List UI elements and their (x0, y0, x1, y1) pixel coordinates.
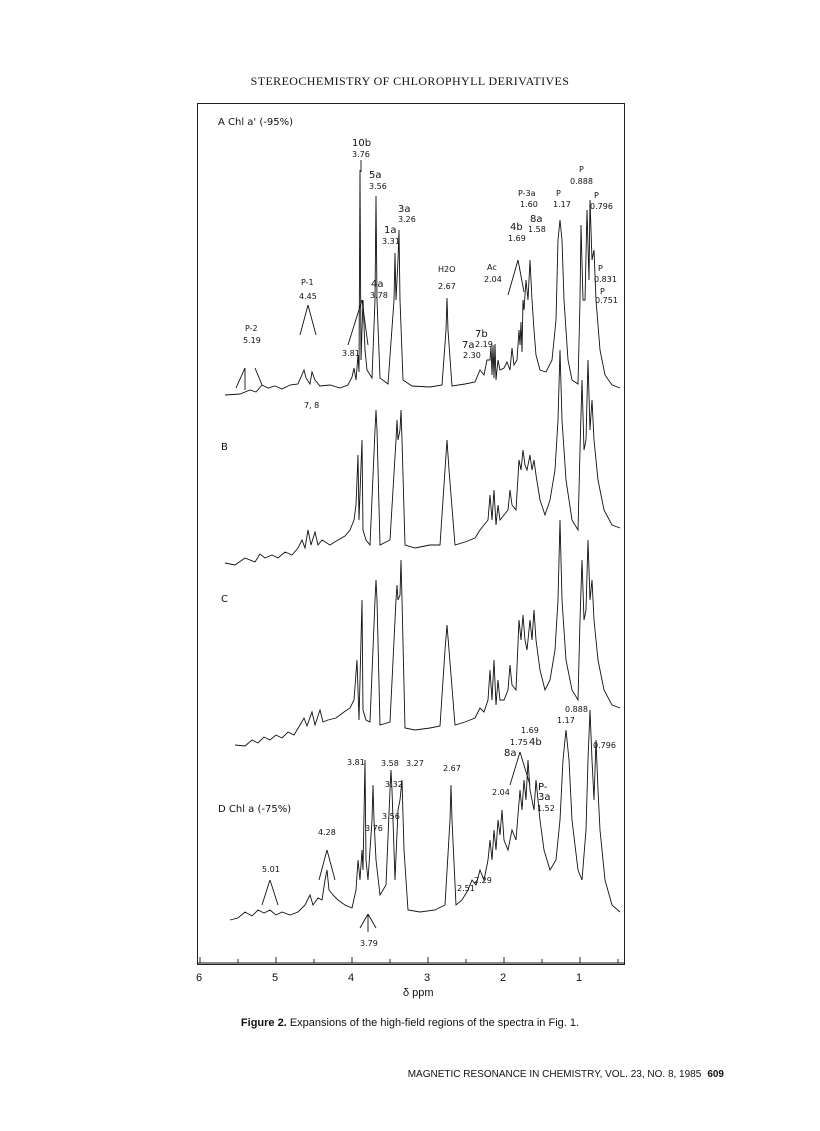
peak-d-501: 5.01 (262, 865, 280, 874)
peak-d-117: 1.17 (557, 716, 575, 725)
peak-3a-shift: 3.26 (398, 215, 416, 224)
peak-p-0831: P (598, 264, 603, 273)
panel-title-c: C (221, 594, 228, 605)
tick-label-3: 3 (424, 972, 431, 984)
peak-d-8a: 8a (504, 748, 517, 759)
panel-title-d: D Chl a (-75%) (218, 804, 292, 815)
peak-p-117: P (556, 189, 561, 198)
peak-labels-d (262, 705, 616, 948)
tick-label-4: 4 (348, 972, 355, 984)
peak-d-379: 3.79 (360, 939, 378, 948)
peak-d-381: 3.81 (347, 758, 365, 767)
caption-label: Figure 2. (240, 1017, 287, 1029)
peak-p2-shift: 5.19 (243, 336, 261, 345)
peak-d-0796: 0.796 (593, 741, 616, 750)
axis-ticks (200, 957, 618, 963)
peak-p-0751: P (600, 287, 605, 296)
spectrum-d-trace (230, 710, 620, 920)
peak-d-229: 2.29 (474, 876, 492, 885)
figure-caption (0, 1017, 820, 1029)
peak-ac: Ac (487, 263, 497, 272)
page-footer (408, 1069, 724, 1080)
peak-p-0796-shift: 0.796 (590, 202, 613, 211)
peak-381-a: 3.81 (342, 349, 360, 358)
peak-d-4b: 4b (529, 737, 542, 748)
peak-1a: 1a (384, 225, 397, 236)
running-head: STEREOCHEMISTRY OF CHLOROPHYLL DERIVATIVES (250, 74, 570, 88)
peak-d-358: 3.58 (381, 759, 399, 768)
peak-7a: 7a (462, 340, 475, 351)
page-number: 609 (707, 1069, 724, 1080)
peak-p-117-shift: 1.17 (553, 200, 571, 209)
peak-h2o-shift: 2.67 (438, 282, 456, 291)
peak-p1-shift: 4.45 (299, 292, 317, 301)
axis-tick-labels (196, 972, 582, 984)
peak-p1: P-1 (301, 278, 314, 287)
peak-d-3a: 3a (538, 792, 551, 803)
tick-label-1: 1 (576, 972, 583, 984)
axis-label: δ ppm (403, 987, 434, 999)
peak-p3a: P-3a (518, 189, 536, 198)
peak-8a: 8a (530, 214, 543, 225)
peak-10b: 10b (352, 138, 372, 149)
peak-7b-shift: 2.19 (475, 340, 493, 349)
peak-4a-shift: 3.78 (370, 291, 388, 300)
tick-label-2: 2 (500, 972, 507, 984)
peak-4a: 4a (371, 279, 384, 290)
peak-7-8: 7, 8 (304, 401, 320, 410)
peak-p-0796: P (594, 191, 599, 200)
peak-d-251: 2.51 (457, 884, 475, 893)
peak-h2o: H2O (438, 265, 456, 274)
peak-4b: 4b (510, 222, 523, 233)
peak-labels-a (243, 138, 618, 410)
peak-4b-shift: 1.69 (508, 234, 526, 243)
panel-title-a: A Chl a' (-95%) (218, 117, 293, 128)
peak-p-0751-shift: 0.751 (595, 296, 618, 305)
peak-p2: P-2 (245, 324, 258, 333)
peak-3a: 3a (398, 204, 411, 215)
peak-10b-shift: 3.76 (352, 150, 370, 159)
peak-d-152: 1.52 (537, 804, 555, 813)
caption-text: Expansions of the high-field regions of the spectra in Fig. 1. (289, 1017, 580, 1029)
journal-citation: MAGNETIC RESONANCE IN CHEMISTRY, VOL. 23, NO. 8, 1985 (407, 1069, 702, 1080)
peak-d-204: 2.04 (492, 788, 510, 797)
peak-d-327: 3.27 (406, 759, 424, 768)
peak-d-356: 3.56 (382, 812, 400, 821)
peak-p-0831-shift: 0.831 (594, 275, 617, 284)
peak-p3a-shift: 1.60 (520, 200, 538, 209)
peak-d-428: 4.28 (318, 828, 336, 837)
peak-d-175: 1.75 (510, 738, 528, 747)
tick-label-6: 6 (196, 972, 203, 984)
peak-ac-shift: 2.04 (484, 275, 502, 284)
peak-p-0888: P (579, 165, 584, 174)
peak-8a-shift: 1.58 (528, 225, 546, 234)
peak-d-376: 3.76 (365, 824, 383, 833)
peak-p-0888-shift: 0.888 (570, 177, 593, 186)
peak-d-169: 1.69 (521, 726, 539, 735)
peak-7b: 7b (475, 329, 488, 340)
peak-d-0888: 0.888 (565, 705, 588, 714)
peak-d-p: P- (538, 782, 548, 793)
peak-7a-shift: 2.30 (463, 351, 481, 360)
peak-5a: 5a (369, 170, 382, 181)
panel-title-b: B (221, 442, 228, 453)
peak-d-267: 2.67 (443, 764, 461, 773)
tick-label-5: 5 (272, 972, 279, 984)
peak-1a-shift: 3.31 (382, 237, 400, 246)
peak-5a-shift: 3.56 (369, 182, 387, 191)
peak-d-332: 3.32 (385, 780, 403, 789)
